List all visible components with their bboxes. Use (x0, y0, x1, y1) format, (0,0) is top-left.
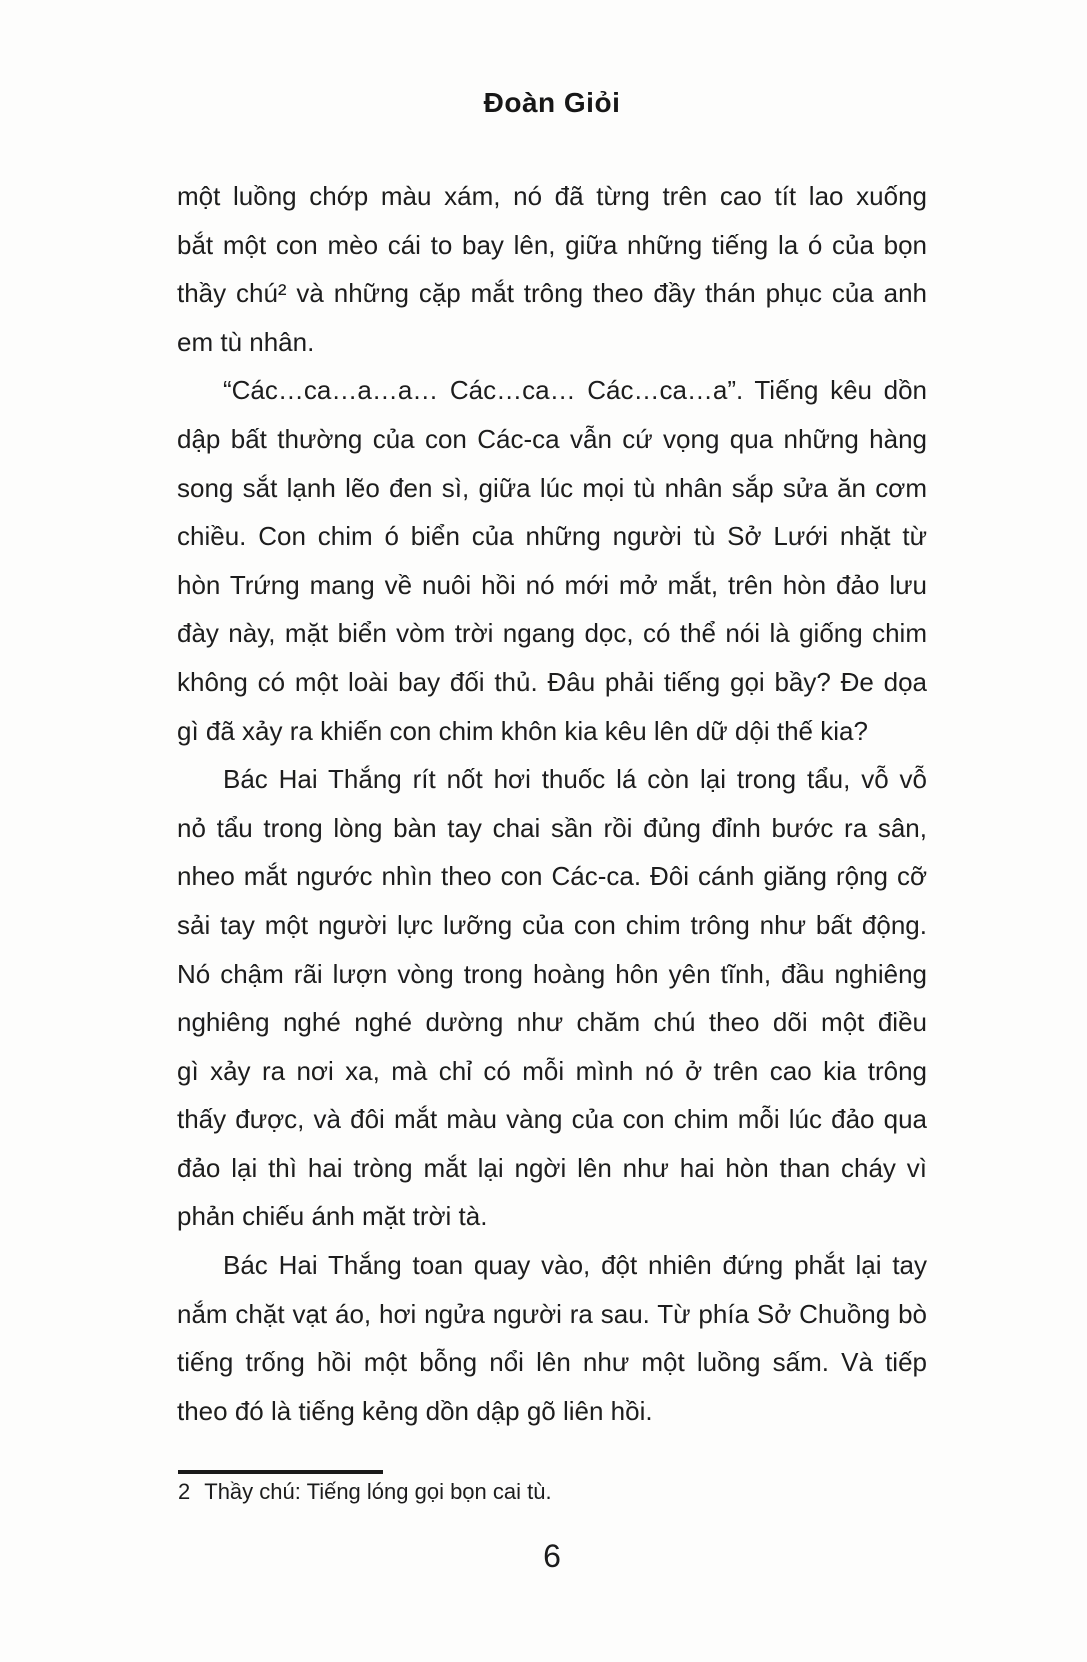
text-line: sải tay một người lực lưỡng của con chim trông như bất động. (177, 909, 927, 940)
text-line: tiếng trống hồi một bỗng nổi lên như một luồng sấm. Và tiếp (177, 1347, 927, 1378)
text-line: gì xảy ra nơi xa, mà chỉ có mỗi mình nó ở trên cao kia trông (177, 1055, 927, 1086)
text-line: Nó chậm rãi lượn vòng trong hoàng hôn yên tĩnh, đầu nghiêng (177, 958, 927, 989)
text-line: nghiêng nghé nghé dường như chăm chú theo dõi một điều (177, 1007, 927, 1038)
running-header-author: Đoàn Giỏi (483, 87, 621, 118)
text-line: đảo lại thì hai tròng mắt lại ngời lên như hai hòn than cháy vì (177, 1152, 927, 1183)
text-line: thầy chú² và những cặp mắt trông theo đầy thán phục của anh (177, 278, 927, 309)
text-line: nỏ tẩu trong lòng bàn tay chai sần rồi đủng đỉnh bước ra sân, (177, 812, 927, 843)
body-text (177, 172, 927, 1435)
text-line: theo đó là tiếng kẻng dồn dập gõ liên hồi. (177, 1395, 653, 1426)
text-line: một luồng chớp màu xám, nó đã từng trên cao tít lao xuống (177, 181, 927, 211)
text-line: không có một loài bay đối thủ. Đâu phải tiếng gọi bầy? Đe dọa (177, 666, 927, 697)
text-line: bắt một con mèo cái to bay lên, giữa những tiếng la ó của bọn (177, 229, 927, 260)
text-line: “Các…ca…a…a… Các…ca… Các…ca…a”. Tiếng kêu dồn (223, 375, 927, 406)
text-line: đày này, mặt biển vòm trời ngang dọc, có thể nói là giống chim (177, 618, 927, 649)
text-line: thấy được, và đôi mắt màu vàng của con chim mỗi lúc đảo qua (177, 1104, 927, 1135)
text-line: dập bất thường của con Các-ca vẫn cứ vọng qua những hàng (177, 423, 927, 454)
text-line: Bác Hai Thắng rít nốt hơi thuốc lá còn lại trong tẩu, vỗ vỗ (223, 764, 927, 795)
page-number: 6 (543, 1538, 561, 1574)
text-line: song sắt lạnh lẽo đen sì, giữa lúc mọi tù nhân sắp sửa ăn cơm (177, 472, 927, 503)
text-line: gì đã xảy ra khiến con chim khôn kia kêu lên dữ dội thế kia? (177, 715, 868, 746)
text-line: em tù nhân. (177, 326, 315, 357)
text-line: nheo mắt ngước nhìn theo con Các-ca. Đôi cánh giăng rộng cỡ (177, 861, 927, 892)
footnote-divider (178, 1470, 383, 1474)
text-line: phản chiếu ánh mặt trời tà. (177, 1201, 488, 1232)
text-line: hòn Trứng mang về nuôi hồi nó mới mở mắt, trên hòn đảo lưu (177, 569, 927, 600)
text-line: Bác Hai Thắng toan quay vào, đột nhiên đứng phắt lại tay (223, 1250, 927, 1281)
text-line: chiều. Con chim ó biển của những người tù Sở Lưới nhặt từ (177, 521, 927, 552)
footnote-text: Thầy chú: Tiếng lóng gọi bọn cai tù. (204, 1479, 552, 1504)
footnote-marker: 2 (178, 1479, 191, 1504)
footnote (178, 1478, 918, 1506)
text-line: nắm chặt vạt áo, hơi ngửa người ra sau. Từ phía Sở Chuồng bò (177, 1298, 927, 1329)
